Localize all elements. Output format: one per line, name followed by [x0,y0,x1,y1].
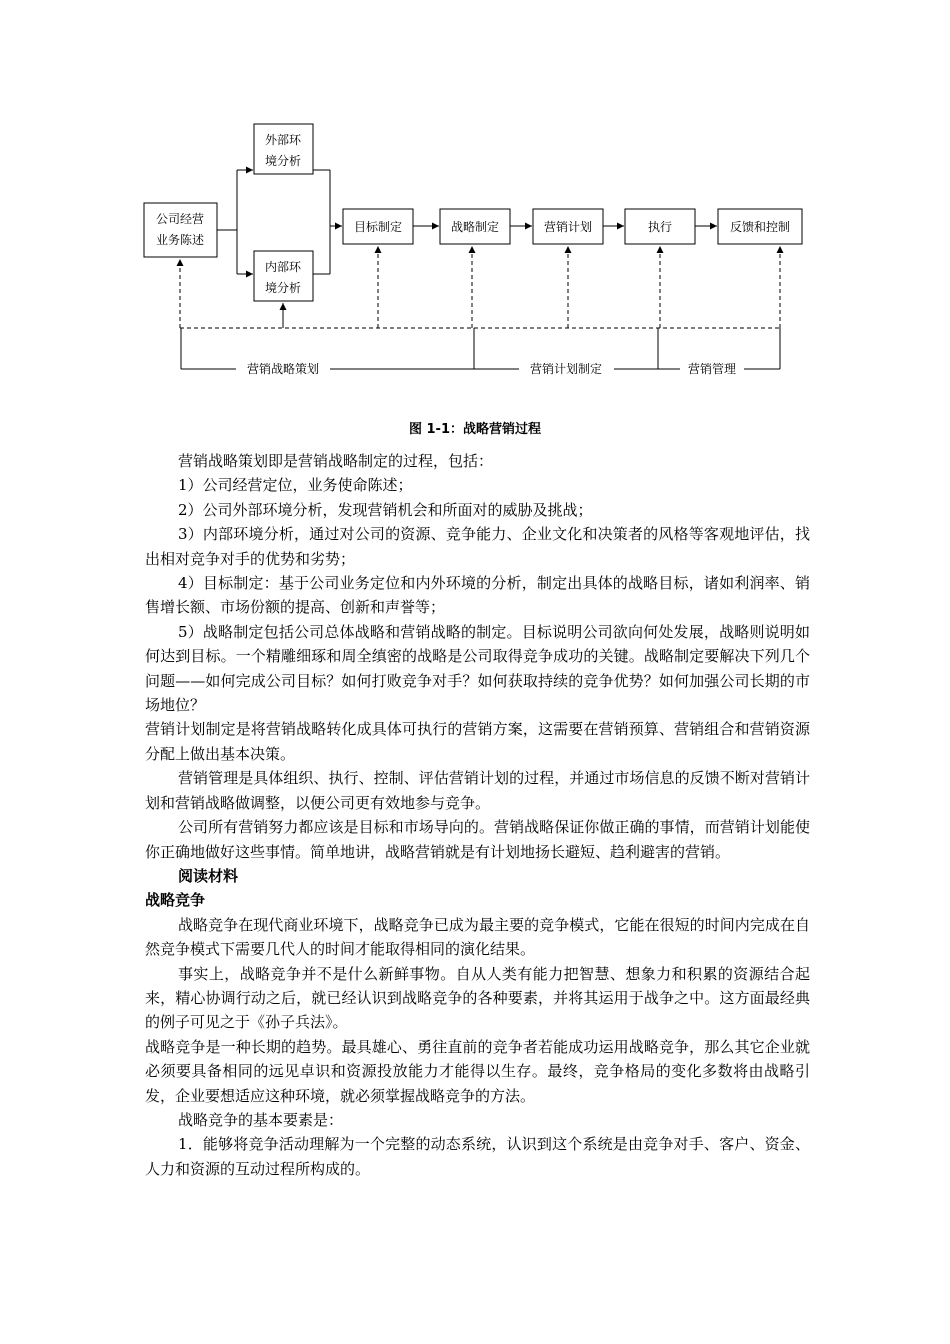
box-plan-label: 营销计划 [543,220,593,234]
box-internal-analysis [254,251,313,301]
box-feedback-control [718,209,802,244]
box-external-line2: 境分析 [264,154,302,168]
box-goal-setting [343,209,413,244]
box-execute-label: 执行 [647,220,673,234]
reading-material-heading: 阅读材料 [178,866,239,885]
paragraph-trend: 战略竞争是一种长期的趋势。最具雄心、勇往直前的竞争者若能成功运用战略竞争，那么其它企业就必须要具备相同的远见卓识和资源投放能力才能得以生存。最终，竞争格局的变化多数将由战略引发，企业要想适应这种环境，就必须掌握战略竞争的方法。 [145,1037,810,1105]
body-text [145,449,810,1181]
list-item-4: 4）目标制定：基于公司业务定位和内外环境的分析，制定出具体的战略目标，诸如利润率、销售增长额、市场份额的提高、创新和声誉等； [145,574,810,617]
paragraph-plan-making: 营销计划制定是将营销战略转化成具体可执行的营销方案，这需要在营销预算、营销组合和营销资源分配上做出基本决策。 [145,720,810,763]
list-item-5: 5）战略制定包括公司总体战略和营销战略的制定。目标说明公司欲向何处发展，战略则说明如何达到目标。一个精雕细琢和周全缜密的战略是公司取得竞争成功的关键。战略制定要解决下列几个问题——如何完成公司目标？如何打败竞争对手？如何获取持续的竞争优势？如何加强公司长期的市场地位？ [145,622,810,715]
paragraph-intro: 营销战略策划即是营销战略制定的过程，包括： [178,452,494,470]
box-feedback-label: 反馈和控制 [729,220,791,234]
paragraph-history: 事实上，战略竞争并不是什么新鲜事物。自从人类有能力把智慧、想象力和积累的资源结合起来，精心协调行动之后，就已经认识到战略竞争的各种要素，并将其运用于战争之中。这方面最经典的例子可见之于《孙子兵法》。 [145,964,810,1032]
paragraph-element-1: 1．能够将竞争活动理解为一个完整的动态系统，认识到这个系统是由竞争对手、客户、资金、人力和资源的互动过程所构成的。 [145,1135,810,1178]
section-title: 战略竞争 [145,891,206,910]
phase-management-label: 营销管理 [687,362,737,376]
box-company-line2: 业务陈述 [155,233,205,247]
list-item-1: 1）公司经营定位，业务使命陈述； [178,476,413,495]
solid-flow-arrows [217,170,717,328]
box-execute [625,209,695,244]
box-strategy-setting [440,209,510,244]
box-external-analysis [254,124,313,174]
list-item-3: 3）内部环境分析，通过对公司的资源、竞争能力、企业文化和决策者的风格等客观地评估，找出相对竞争对手的优势和劣势； [145,525,810,568]
phase-plan-making-label: 营销计划制定 [529,362,603,376]
box-marketing-plan [533,209,603,244]
figure-caption: 图 1-1：战略营销过程 [408,422,541,437]
paragraph-competition-intro: 战略竞争在现代商业环境下，战略竞争已成为最主要的竞争模式，它能在很短的时间内完成在自然竞争模式下需要几代人的时间才能取得相同的演化结果。 [145,915,810,959]
box-external-line1: 外部环 [264,133,302,147]
paragraph-elements-intro: 战略竞争的基本要素是： [178,1110,344,1129]
box-goal-label: 目标制定 [353,220,403,234]
list-item-2: 2）公司外部环境分析，发现营销机会和所面对的威胁及挑战； [178,500,593,519]
box-internal-line1: 内部环 [264,260,302,274]
strategic-marketing-process-diagram [0,0,950,400]
box-internal-line2: 境分析 [264,281,302,295]
box-company-line1: 公司经营 [155,212,205,226]
paragraph-management: 营销管理是具体组织、执行、控制、评估营销计划的过程，并通过市场信息的反馈不断对营销计划和营销战略做调整，以便公司更有效地参与竞争。 [145,769,810,812]
phase-strategy-planning-label: 营销战略策划 [246,362,320,376]
box-strategy-label: 战略制定 [450,220,500,234]
paragraph-orientation: 公司所有营销努力都应该是目标和市场导向的。营销战略保证你做正确的事情，而营销计划能使你正确地做好这些事情。简单地讲，战略营销就是有计划地扬长避短、趋利避害的营销。 [145,818,810,861]
box-company-business [144,203,217,257]
